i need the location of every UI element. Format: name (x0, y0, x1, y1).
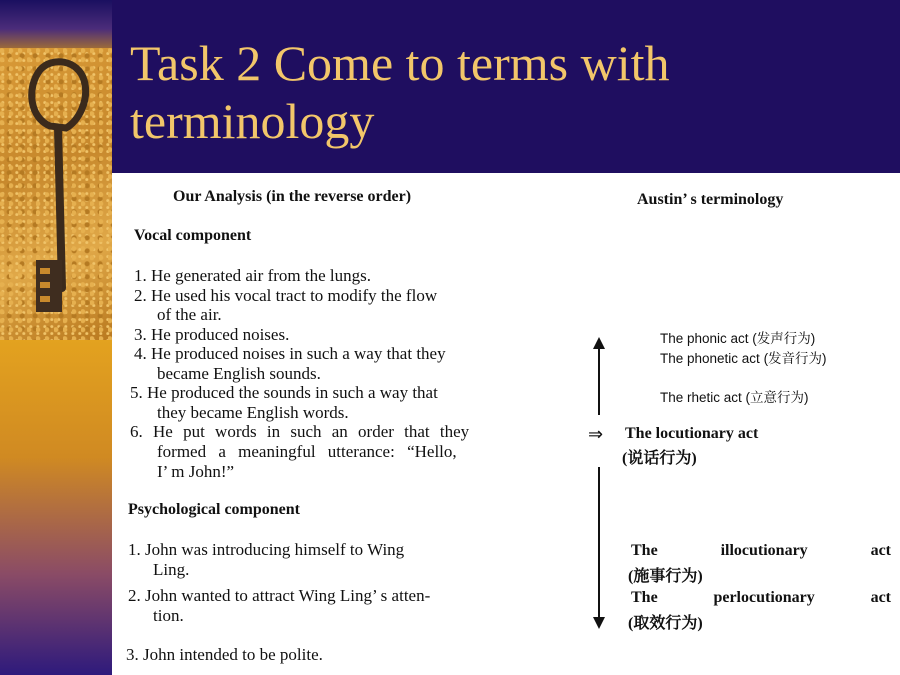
slide-content (112, 173, 900, 675)
vocal-item-5-cont: they became English words. (157, 403, 349, 422)
analysis-heading: Our Analysis (in the reverse order) (173, 188, 412, 205)
vocal-heading: Vocal component (134, 227, 252, 244)
key-icon (0, 48, 112, 340)
vocal-item-6-cont2: I’ m John!” (157, 462, 235, 481)
perlocutionary-word-1: The (631, 589, 658, 606)
psych-item-2-cont: tion. (153, 606, 184, 625)
psych-item-1-cont: Ling. (153, 560, 190, 579)
phonic-act: The phonic act (发声行为) (660, 331, 816, 346)
sidebar-bottom-gradient (0, 340, 112, 675)
illocutionary-act-cn: (施事行为) (628, 568, 703, 585)
perlocutionary-word-3: act (870, 589, 891, 606)
vocal-item-5: 5. He produced the sounds in such a way that (130, 383, 438, 402)
hierarchy-arrows (112, 173, 900, 675)
illocutionary-word-2: illocutionary (720, 542, 808, 559)
illocutionary-word-3: act (870, 542, 891, 559)
locutionary-act: The locutionary act (625, 425, 759, 442)
terminology-heading: Austin’ s terminology (637, 191, 784, 208)
psych-item-2: 2. John wanted to attract Wing Ling’ s atten- (128, 586, 431, 605)
up-arrow (593, 337, 605, 415)
perlocutionary-word-2: perlocutionary (713, 589, 815, 606)
vocal-item-3: 3. He produced noises. (134, 325, 290, 344)
vocal-item-4: 4. He produced noises in such a way that they (134, 344, 446, 363)
implies-arrow: ⇒ (588, 424, 604, 444)
psychological-heading: Psychological component (128, 501, 300, 518)
psych-item-3: 3. John intended to be polite. (126, 645, 323, 664)
vocal-item-1: 1. He generated air from the lungs. (134, 266, 371, 285)
title-bar (112, 0, 900, 173)
vocal-item-2-cont: of the air. (157, 305, 222, 324)
perlocutionary-act-cn: (取效行为) (628, 615, 703, 632)
vocal-item-2: 2. He used his vocal tract to modify the flow (134, 286, 438, 305)
locutionary-act-cn: (说话行为) (622, 450, 697, 467)
down-arrow (593, 467, 605, 629)
psych-item-1: 1. John was introducing himself to Wing (128, 540, 405, 559)
sidebar-top-gradient (0, 0, 112, 48)
vocal-item-4-cont: became English sounds. (157, 364, 321, 383)
slide-title: Task 2 Come to terms with terminology (130, 35, 670, 149)
vocal-item-6-cont: formed a meaningful utterance: “Hello, (157, 442, 457, 461)
illocutionary-word-1: The (631, 542, 658, 559)
vocal-item-6: 6. He put words in such an order that they (130, 422, 470, 441)
phonetic-act: The phonetic act (发音行为) (660, 351, 827, 366)
rhetic-act: The rhetic act (立意行为) (660, 390, 809, 405)
decorative-sidebar (0, 0, 112, 675)
